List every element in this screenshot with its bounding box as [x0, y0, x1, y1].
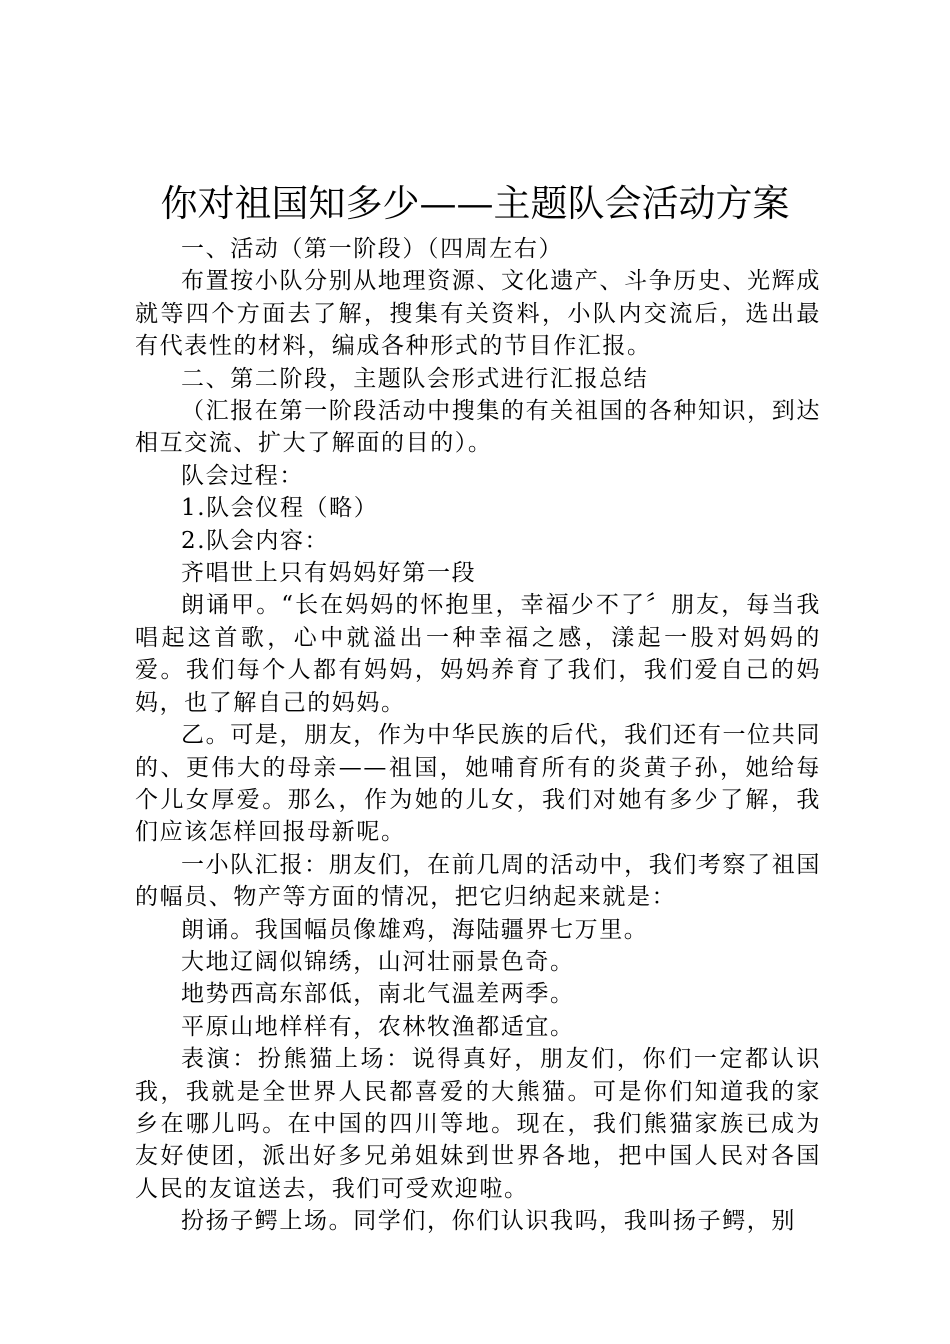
paragraph: 一小队汇报：朋友们，在前几周的活动中，我们考察了祖国的幅员、物产等方面的情况，把它归纳起来就是： [135, 851, 821, 911]
paragraph: 1.队会仪程（略） [181, 495, 379, 522]
paragraph: 二、第二阶段，主题队会形式进行汇报总结 [181, 365, 649, 392]
paragraph: 2.队会内容： [181, 527, 330, 554]
document-body [135, 233, 821, 1238]
document-title: 你对祖国知多少——主题队会活动方案 [160, 182, 790, 225]
paragraph: 平原山地样样有，农林牧渔都适宜。 [181, 1013, 575, 1040]
paragraph: 队会过程： [181, 462, 304, 489]
paragraph: 大地辽阔似锦绣，山河壮丽景色奇。 [181, 948, 575, 975]
paragraph: 齐唱世上只有妈妈好第一段 [181, 560, 477, 587]
paragraph: 布置按小队分别从地理资源、文化遗产、斗争历史、光辉成就等四个方面去了解，搜集有关资料，小队内交流后，选出最有代表性的材料，编成各种形式的节目作汇报。 [135, 268, 821, 360]
paragraph: 地势西高东部低，南北气温差两季。 [181, 981, 575, 1008]
paragraph: 表演：扮熊猫上场：说得真好，朋友们，你们一定都认识我，我就是全世界人民都喜爱的大熊猫。可是你们知道我的家乡在哪儿吗。在中国的四川等地。现在，我们熊猫家族已成为友好使团，派出好多兄弟姐妹到世界各地，把中国人民对各国人民的友谊送去，我们可受欢迎啦。 [135, 1046, 821, 1202]
paragraph: （汇报在第一阶段活动中搜集的有关祖国的各种知识，到达相互交流、扩大了解面的目的）。 [135, 398, 821, 457]
paragraph: 朗诵甲。“长在妈妈的怀抱里，幸福少不了〞朋友，每当我唱起这首歌，心中就溢出一种幸福之感，漾起一股对妈妈的爱。我们每个人都有妈妈，妈妈养育了我们，我们爱自己的妈妈，也了解自己的妈妈。 [135, 592, 821, 716]
paragraph: 朗诵。我国幅员像雄鸡，海陆疆界七万里。 [181, 916, 649, 943]
paragraph: 扮扬子鳄上场。同学们，你们认识我吗，我叫扬子鳄，别 [181, 1208, 796, 1235]
paragraph: 乙。可是，朋友，作为中华民族的后代，我们还有一位共同的、更伟大的母亲——祖国，她哺育所有的炎黄子孙，她给每个儿女厚爱。那么，作为她的儿女，我们对她有多少了解，我们应该怎样回报母新呢。 [135, 722, 821, 846]
paragraph: 一、活动（第一阶段）（四周左右） [181, 236, 564, 262]
